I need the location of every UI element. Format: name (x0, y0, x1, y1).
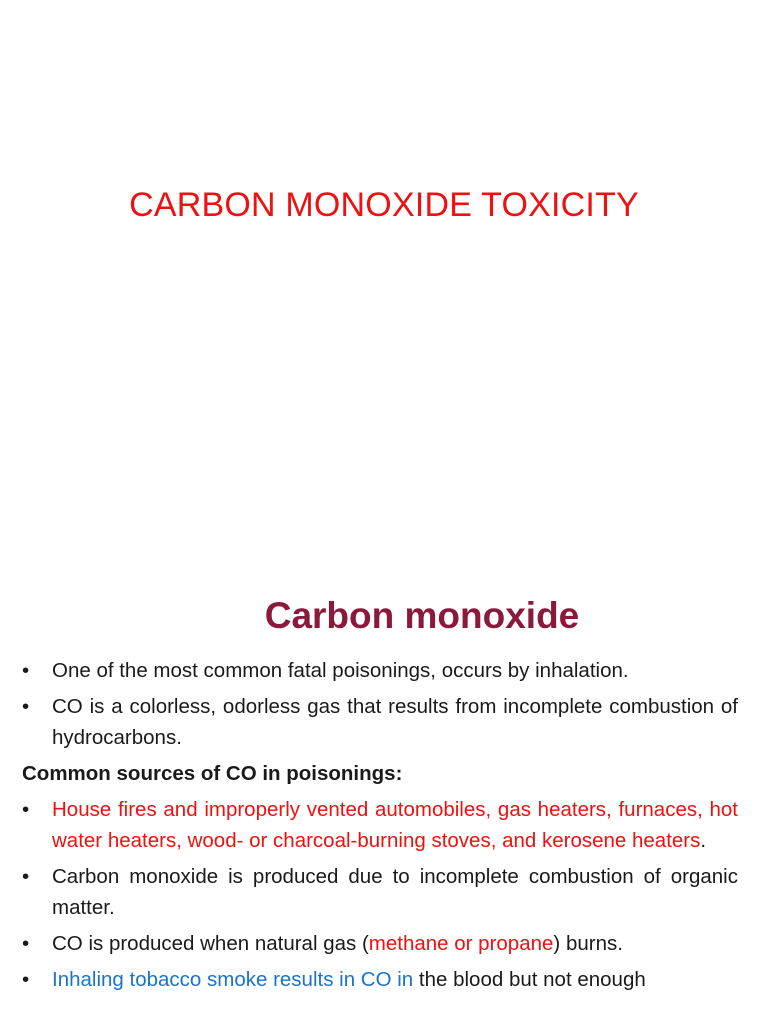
bullet-item (22, 794, 738, 856)
bullet-text: Carbon monoxide is produced due to incomplete combustion of organic matter. (52, 865, 738, 919)
bullet-icon: • (22, 968, 30, 991)
bullet-text: One of the most common fatal poisonings, occurs by inhalation. (52, 659, 629, 682)
slide-title: CARBON MONOXIDE TOXICITY (129, 186, 639, 224)
bullet-icon: • (22, 932, 30, 955)
bullet-text: . (700, 829, 707, 852)
bullet-text-highlight: House fires and improperly vented automobiles, gas heaters, furnaces, hot water heaters, wood- or charcoal-burning stoves, and kerosene heaters (52, 798, 738, 852)
bullet-icon: • (22, 659, 30, 682)
bullet-text: CO is a colorless, odorless gas that results from incomplete combustion of hydrocarbons. (52, 695, 738, 749)
slide-heading: Carbon monoxide (264, 595, 580, 636)
bullet-icon: • (22, 865, 30, 888)
bullet-icon: • (22, 798, 30, 821)
bullet-item (22, 964, 738, 995)
bullet-item (22, 928, 738, 959)
bullet-item (22, 655, 738, 686)
slide-content (22, 655, 738, 1000)
bullet-item (22, 861, 738, 923)
bullet-text: CO is produced when natural gas ( (52, 932, 369, 955)
bullet-text-highlight: methane or propane (368, 932, 554, 955)
bullet-item (22, 691, 738, 753)
bullet-icon: • (22, 695, 30, 718)
bullet-text: the blood but not enough (413, 968, 646, 991)
bullet-text-highlight: Inhaling tobacco smoke results in CO in (52, 968, 414, 991)
bullet-text: ) burns. (553, 932, 623, 955)
section-subhead: Common sources of CO in poisonings: (22, 762, 403, 785)
